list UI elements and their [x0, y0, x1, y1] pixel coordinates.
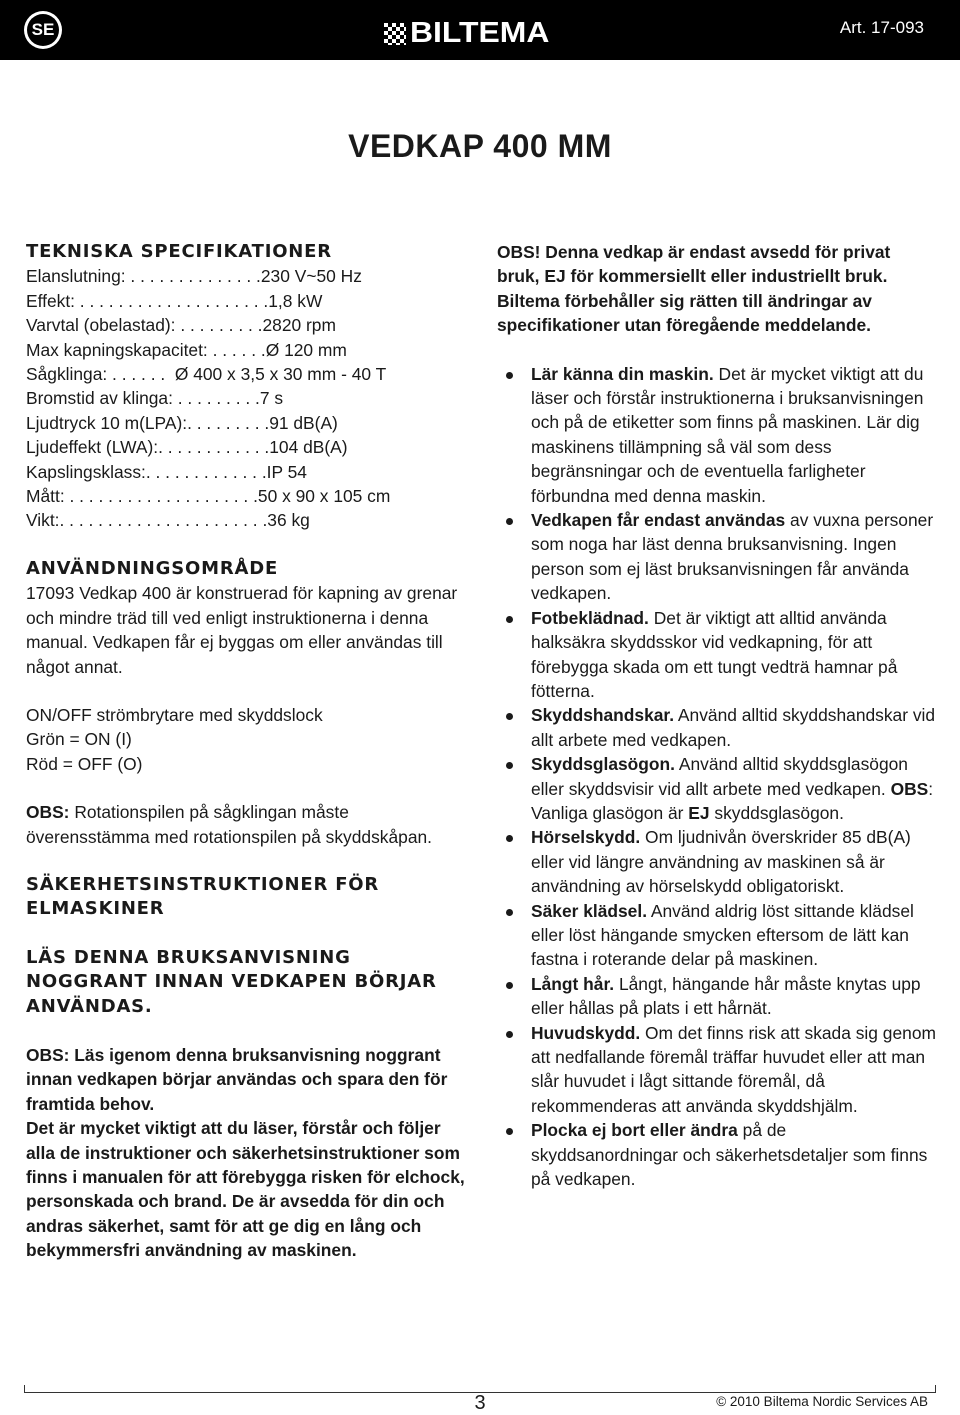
switch-line: Röd = OFF (O) [26, 753, 143, 774]
bullet-text: Det är viktigt att alltid använda halksäkra skyddsskor vid vedkapning, för att förebygga skada om ett tungt vedträ hamnar på fötterna. [531, 607, 898, 701]
spec-line: Sågklinga: . . . . . . Ø 400 x 3,5 x 30 mm - 40 T [26, 364, 387, 385]
bullet-lead: Plocka ej bort eller ändra [531, 1120, 738, 1141]
spec-line: Varvtal (obelastad): . . . . . . . . .2820 rpm [26, 315, 336, 336]
switch-line: Grön = ON (I) [26, 729, 132, 750]
language-badge [24, 11, 62, 49]
importance-text: Det är mycket viktigt att du läser, förstår och följer alla de instruktioner och säkerhetsinstruktioner som finns i manualen för att förebygga risken för elchock, personskada och brand. De är avsedda för din och andras säkerhet, samt för att ge dig en lång och bekymmersfri användning av maskinen. [26, 1118, 465, 1261]
bullet-text: Använd alltid skyddshandskar vid allt arbete med vedkapen. [531, 705, 936, 750]
bullet-lead: Säker klädsel. [531, 900, 648, 921]
spec-line: Effekt: . . . . . . . . . . . . . . . . . . . .1,8 kW [26, 290, 323, 311]
left-column [26, 240, 466, 1263]
bullet-text: : Vanliga glasögon är [531, 778, 934, 823]
importance-paragraph [26, 1116, 466, 1262]
page-number: 3 [474, 1392, 486, 1414]
bullet-text: Om det finns risk att skada sig genom att nedfallande föremål träffar huvudet eller att man slår huvudet i lågt sittande föremål, då rekommenderas att använda skyddshjälm. [531, 1022, 936, 1116]
bullet-text: Det är mycket viktigt att du läser och förstår instruktionerna i bruksanvisningen och på de etiketter som finns på maskinen. Lär dig maskinens tillämpning så väl som dess begränsningar och de eventuella farligheter förbundna med denna maskin. [531, 363, 924, 506]
bullet-text: Använd aldrig löst sittande klädsel eller löst hängande smycken eftersom de lätt kan fastna i roterande delar på maskinen. [531, 900, 914, 970]
read-manual-heading: LÄS DENNA BRUKSANVISNING NOGGRANT INNAN VEDKAPEN BÖRJAR ANVÄNDAS. [26, 946, 437, 1017]
bullet-obs: OBS [890, 778, 929, 799]
bullet-text: Om ljudnivån överskrider 85 dB(A) eller vid längre användning av maskinen så är användning av hörselskydd obligatoriskt. [531, 827, 911, 897]
spec-line: Ljudeffekt (LWA):. . . . . . . . . . . .104 dB(A) [26, 437, 348, 458]
bullet-item [497, 825, 937, 898]
spec-heading: TEKNISKA SPECIFIKATIONER [26, 241, 332, 262]
safety-bullet-list [497, 362, 937, 1192]
obs-label: OBS: [26, 802, 70, 823]
bullet-item [497, 899, 937, 972]
checker-flag-icon [384, 23, 406, 45]
bullet-item [497, 1021, 937, 1119]
change-notice [497, 289, 937, 338]
bullet-item [497, 606, 937, 704]
article-number: Art. 17-093 [839, 18, 924, 37]
bullet-item [497, 362, 937, 508]
bullet-lead: Hörselskydd. [531, 827, 641, 848]
private-use-text: OBS! Denna vedkap är endast avsedd för privat bruk, EJ för kommersiellt eller industriellt bruk. [497, 242, 891, 287]
usage-heading: ANVÄNDNINGSOMRÅDE [26, 557, 279, 579]
logo-text: BILTEMA [410, 17, 550, 49]
bullet-lead: Skyddsglasögon. [531, 754, 675, 775]
bullet-item [497, 1118, 937, 1191]
bullet-lead: Lär känna din maskin. [531, 363, 714, 384]
right-column [497, 240, 937, 1191]
spec-line: Max kapningskapacitet: . . . . . .Ø 120 mm [26, 339, 347, 360]
document-title: VEDKAP 400 MM [348, 128, 612, 164]
switch-line: ON/OFF strömbrytare med skyddslock [26, 704, 323, 725]
bullet-text: Använd alltid skyddsglasögon eller skyddsvisir vid allt arbete med vedkapen. [531, 754, 908, 799]
bullet-lead: Vedkapen får endast användas [531, 510, 786, 531]
usage-text: 17093 Vedkap 400 är konstruerad för kapning av grenar och mindre träd till ved enligt instruktionerna i denna manual. Vedkapen får ej byggas om eller användas till något annat. [26, 583, 458, 677]
bullet-item [497, 752, 937, 825]
change-notice-text: Biltema förbehåller sig rätten till ändringar av specifikationer utan föregående meddelande. [497, 290, 872, 336]
biltema-logo [384, 17, 550, 50]
bullet-text: Långt, hängande hår måste knytas upp eller hållas på plats i ett hårnät. [531, 973, 921, 1019]
safety-heading: SÄKERHETSINSTRUKTIONER FÖR ELMASKINER [26, 873, 380, 920]
bullet-lead: Långt hår. [531, 973, 615, 994]
bullet-lead: Fotbeklädnad. [531, 607, 649, 628]
bullet-text: skyddsglasögon. [709, 802, 844, 823]
spec-line: Vikt:. . . . . . . . . . . . . . . . . . . . . .36 kg [26, 510, 310, 531]
bullet-text: på de skyddsanordningar och säkerhetsdetaljer som finns på vedkapen. [531, 1120, 928, 1190]
copyright-notice: © 2010 Biltema Nordic Services AB [716, 1394, 928, 1409]
spec-line: Elanslutning: . . . . . . . . . . . . . .230 V~50 Hz [26, 266, 362, 287]
bullet-item [497, 703, 937, 752]
spec-line: Kapslingsklass:. . . . . . . . . . . . .IP 54 [26, 461, 307, 482]
bullet-ej: EJ [688, 802, 710, 823]
spec-line: Bromstid av klinga: . . . . . . . . .7 s [26, 388, 284, 409]
language-code: SE [27, 14, 59, 46]
spec-list [26, 264, 466, 532]
bullet-lead: Huvudskydd. [531, 1022, 641, 1043]
obs-text: Rotationspilen på sågklingan måste överensstämma med rotationspilen på skyddskåpan. [26, 802, 432, 847]
read-manual-text: OBS: Läs igenom denna bruksanvisning noggrant innan vedkapen börjar användas och spara den för framtida behov. [26, 1044, 448, 1114]
bullet-text: av vuxna personer som noga har läst denna bruksanvisning. Ingen person som ej läst bruksanvisningen får använda vedkapen. [531, 510, 934, 604]
bullet-item [497, 972, 937, 1021]
bullet-lead: Skyddshandskar. [531, 705, 675, 726]
read-manual-paragraph [26, 1043, 466, 1116]
spec-line: Mått: . . . . . . . . . . . . . . . . . . . .50 x 90 x 105 cm [26, 486, 391, 507]
bullet-item [497, 508, 937, 606]
spec-line: Ljudtryck 10 m(LPA):. . . . . . . . .91 dB(A) [26, 412, 338, 433]
private-use-notice [497, 240, 937, 289]
header-bar [0, 0, 960, 60]
rotation-note [26, 800, 466, 849]
